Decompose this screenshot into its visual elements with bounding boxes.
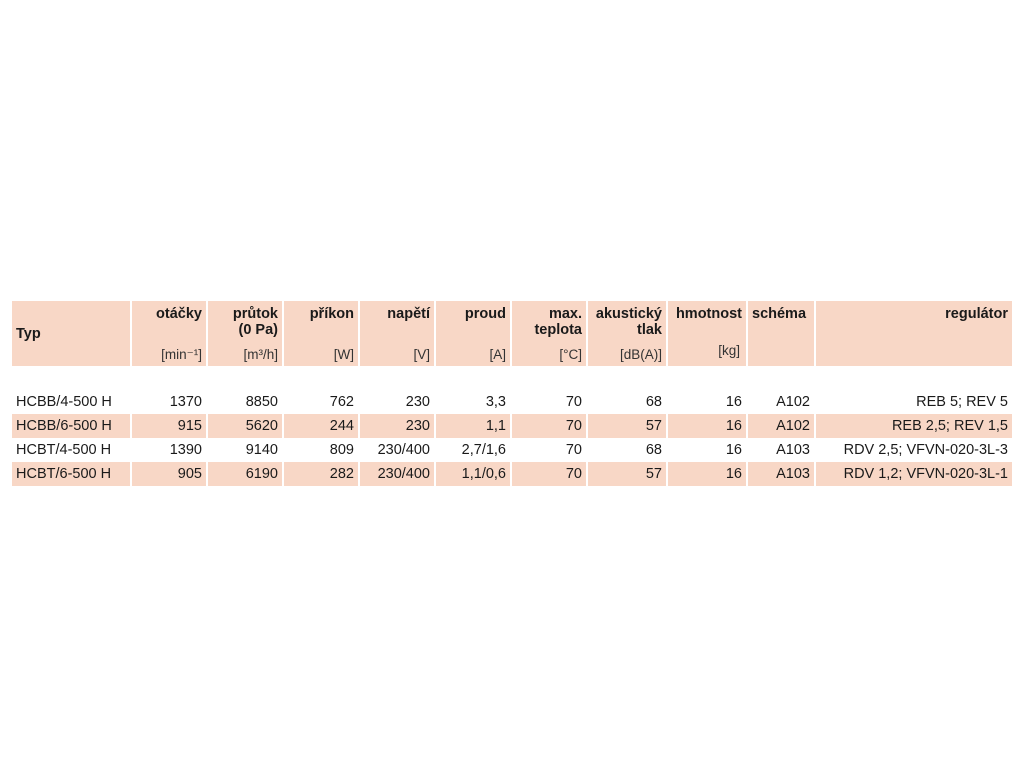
header-prikon bbox=[284, 301, 358, 366]
header-spacer bbox=[12, 366, 1012, 390]
header-label: schéma bbox=[752, 306, 807, 322]
header-unit: [V] bbox=[413, 347, 430, 362]
header-label: příkon bbox=[309, 306, 354, 322]
cell-prutok: 5620 bbox=[208, 414, 282, 438]
header-label: max. bbox=[548, 306, 582, 322]
cell-prutok: 8850 bbox=[245, 394, 278, 410]
header-unit: [dB(A)] bbox=[619, 347, 662, 362]
cell-teplota: 70 bbox=[512, 462, 586, 486]
header-label-line2: teplota bbox=[534, 322, 582, 338]
header-hmotnost bbox=[668, 301, 746, 366]
cell-proud: 1,1 bbox=[436, 414, 510, 438]
header-label: akustický bbox=[595, 306, 662, 322]
table-row bbox=[12, 462, 1012, 486]
cell-prikon: 809 bbox=[329, 442, 354, 458]
cell-regulator: REB 2,5; REV 1,5 bbox=[816, 414, 1012, 438]
header-label: napětí bbox=[387, 306, 430, 322]
cell-napeti: 230 bbox=[360, 414, 434, 438]
cell-schema: A102 bbox=[776, 394, 810, 410]
cell-prutok: 9140 bbox=[245, 442, 278, 458]
cell-prikon: 244 bbox=[284, 414, 358, 438]
header-row bbox=[12, 301, 1012, 366]
cell-napeti: 230 bbox=[405, 394, 430, 410]
header-label: Typ bbox=[16, 325, 41, 342]
header-teplota bbox=[512, 301, 586, 366]
header-otacky bbox=[132, 301, 206, 366]
cell-schema: A103 bbox=[748, 462, 814, 486]
header-unit: [kg] bbox=[718, 343, 740, 358]
cell-otacky: 905 bbox=[132, 462, 206, 486]
header-unit: [W] bbox=[333, 347, 354, 362]
cell-prutok: 6190 bbox=[208, 462, 282, 486]
spacer-cell bbox=[12, 366, 1012, 390]
cell-tlak: 57 bbox=[588, 414, 666, 438]
header-proud bbox=[436, 301, 510, 366]
cell-regulator: RDV 2,5; VFVN-020-3L-3 bbox=[843, 442, 1008, 458]
cell-typ: HCBB/4-500 H bbox=[16, 394, 112, 410]
header-unit: [A] bbox=[489, 347, 506, 362]
header-prutok bbox=[208, 301, 282, 366]
cell-tlak: 57 bbox=[588, 462, 666, 486]
table-body bbox=[12, 390, 1012, 486]
fan-spec-table bbox=[10, 301, 1014, 486]
cell-hmotnost: 16 bbox=[725, 442, 742, 458]
header-label: průtok bbox=[232, 306, 278, 322]
cell-otacky: 1390 bbox=[169, 442, 202, 458]
header-label: otáčky bbox=[156, 306, 202, 322]
cell-proud: 2,7/1,6 bbox=[461, 442, 506, 458]
header-label: regulátor bbox=[945, 306, 1008, 322]
cell-napeti: 230/400 bbox=[360, 462, 434, 486]
cell-otacky: 915 bbox=[132, 414, 206, 438]
header-label-line2: tlak bbox=[637, 322, 662, 338]
cell-proud: 3,3 bbox=[485, 394, 506, 410]
cell-prikon: 762 bbox=[329, 394, 354, 410]
header-unit: [°C] bbox=[559, 347, 582, 362]
header-typ bbox=[12, 301, 130, 366]
header-label-line2: (0 Pa) bbox=[238, 322, 278, 338]
cell-teplota: 70 bbox=[565, 442, 582, 458]
header-label: hmotnost bbox=[675, 306, 742, 322]
header-unit: [m³/h] bbox=[243, 347, 278, 362]
header-regulator bbox=[816, 301, 1012, 366]
cell-teplota: 70 bbox=[565, 394, 582, 410]
header-napeti bbox=[360, 301, 434, 366]
table-row bbox=[12, 438, 1012, 462]
header-unit: [min⁻¹] bbox=[161, 347, 202, 362]
cell-typ: HCBT/4-500 H bbox=[16, 442, 112, 458]
cell-hmotnost: 16 bbox=[725, 394, 742, 410]
cell-regulator: REB 5; REV 5 bbox=[916, 394, 1008, 410]
cell-regulator: RDV 1,2; VFVN-020-3L-1 bbox=[816, 462, 1012, 486]
cell-typ: HCBT/6-500 H bbox=[12, 462, 130, 486]
header-tlak bbox=[588, 301, 666, 366]
cell-hmotnost: 16 bbox=[668, 414, 746, 438]
cell-schema: A102 bbox=[748, 414, 814, 438]
cell-otacky: 1370 bbox=[169, 394, 202, 410]
cell-hmotnost: 16 bbox=[668, 462, 746, 486]
cell-tlak: 68 bbox=[645, 394, 662, 410]
cell-tlak: 68 bbox=[645, 442, 662, 458]
cell-typ: HCBB/6-500 H bbox=[12, 414, 130, 438]
cell-schema: A103 bbox=[776, 442, 810, 458]
cell-proud: 1,1/0,6 bbox=[436, 462, 510, 486]
table-row bbox=[12, 390, 1012, 414]
cell-prikon: 282 bbox=[284, 462, 358, 486]
cell-napeti: 230/400 bbox=[377, 442, 430, 458]
table-row bbox=[12, 414, 1012, 438]
header-schema bbox=[748, 301, 814, 366]
header-label: proud bbox=[464, 306, 506, 322]
cell-teplota: 70 bbox=[512, 414, 586, 438]
